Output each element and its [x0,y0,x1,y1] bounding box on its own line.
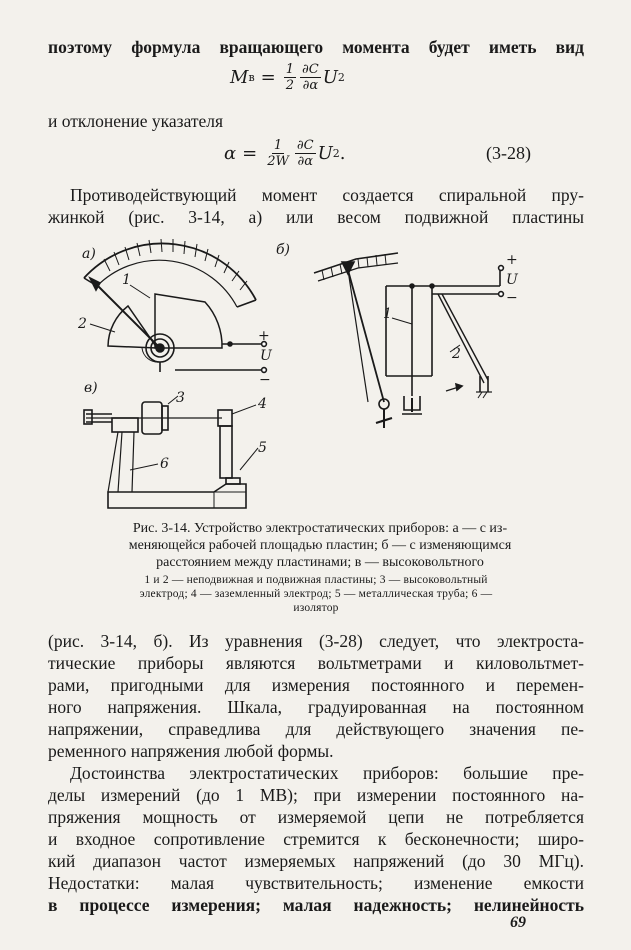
fig-minus-a: − [259,372,271,388]
fig-plus-a: + [258,328,270,344]
fig-num-2-a: 2 [78,316,87,332]
fig-voltage-a: U [260,348,272,364]
fig-num-4: 4 [258,396,267,412]
fig-num-2-b: 2 [452,346,461,362]
fraction-denominator: ∂α [297,154,313,169]
formula-period: . [339,143,346,164]
page-number: 69 [510,914,526,931]
text-line-2: и отклонение указателя [48,111,224,131]
fig-num-1-a: 1 [122,272,131,288]
text-para-2-line-6: Недостатки: малая чувствительность; изменение емкости [48,873,584,893]
fraction-numerator: 1 [285,62,295,77]
formula-symbol: M [230,67,249,88]
fig-label-b: б) [276,242,291,258]
formula-symbol: α [224,143,237,164]
diagram-v [84,396,258,508]
text-line-3: Противодействующий момент создается спиральной пру- [70,185,584,205]
fraction-numerator: 1 [273,138,283,153]
fraction-denominator: 2W [267,154,289,169]
text-para-1-line-6: ременного напряжения любой формы. [48,741,334,761]
formula-subscript: в [248,71,255,84]
fraction-numerator: ∂C [296,138,314,153]
caption-line-3: расстоянием между пластинами; в — высоковольтного [156,555,484,570]
legend-line-1: 1 и 2 — неподвижная и подвижная пластины; 3 — высоковольтный [144,574,488,586]
formula-equals: = [242,143,258,164]
diagram-b [314,253,503,428]
fraction-denominator: ∂α [302,78,319,93]
fraction-denominator: 2 [285,78,295,93]
legend-line-2: электрод; 4 — заземленный электрод; 5 — металлическая труба; 6 — [139,588,493,600]
text-para-2-line-7: в процессе измерения; малая надежность; нелинейность [48,895,584,915]
text-para-2-line-3: пряжения мощность от измеряемой цепи не потребляется [48,807,584,827]
formula-equals: = [260,67,276,88]
text-para-1-line-3: рами, пригодными для измерения постоянного и перемен- [48,675,584,695]
text-para-2-line-4: и входное сопротивление стремится к бесконечности; широ- [48,829,584,849]
formula-symbol: U [322,67,338,88]
diagram-a [84,239,266,372]
text-para-1-line-2: тические приборы являются вольтметрами и киловольтмет- [48,653,584,673]
fig-num-5: 5 [258,440,267,456]
fig-label-v: в) [84,380,98,396]
text-para-2-line-1: Достоинства электростатических приборов: большие пре- [70,763,584,783]
formula-power: 2 [337,71,345,84]
formula-symbol: U [317,143,333,164]
caption-line-1: Рис. 3-14. Устройство электростатических приборов: а — с из- [132,521,508,536]
fig-voltage-b: U [506,272,518,288]
text-line-4: жинкой (рис. 3-14, а) или весом подвижной пластины [48,207,584,227]
fig-num-1-b: 1 [383,306,392,322]
text-line-1: поэтому формула вращающего момента будет иметь вид [48,37,584,57]
text-para-2-line-2: делы измерений (до 1 МВ); при измерении постоянного на- [48,785,584,805]
fig-label-a: а) [82,246,96,262]
formula-power: 2 [332,147,340,160]
text-para-1-line-5: напряжении, справедлива для действующего значения пе- [48,719,584,739]
legend-line-3: изолятор [293,602,339,614]
equation-number: (3-28) [486,143,531,163]
fig-minus-b: − [506,290,518,306]
caption-line-2: меняющейся рабочей площадью пластин; б — с изменяющимся [128,538,512,553]
text-para-1-line-1: (рис. 3-14, б). Из уравнения (3-28) следует, что электроста- [48,631,584,651]
fig-num-3: 3 [176,390,185,406]
text-para-1-line-4: ного напряжения. Шкала, градуированная на постоянном [48,697,584,717]
fig-plus-b: + [506,252,518,268]
text-para-2-line-5: кий диапазон частот измеряемых напряжений (до 30 МГц). [48,851,584,871]
fraction-numerator: ∂C [302,62,319,77]
fig-num-6: 6 [160,456,169,472]
